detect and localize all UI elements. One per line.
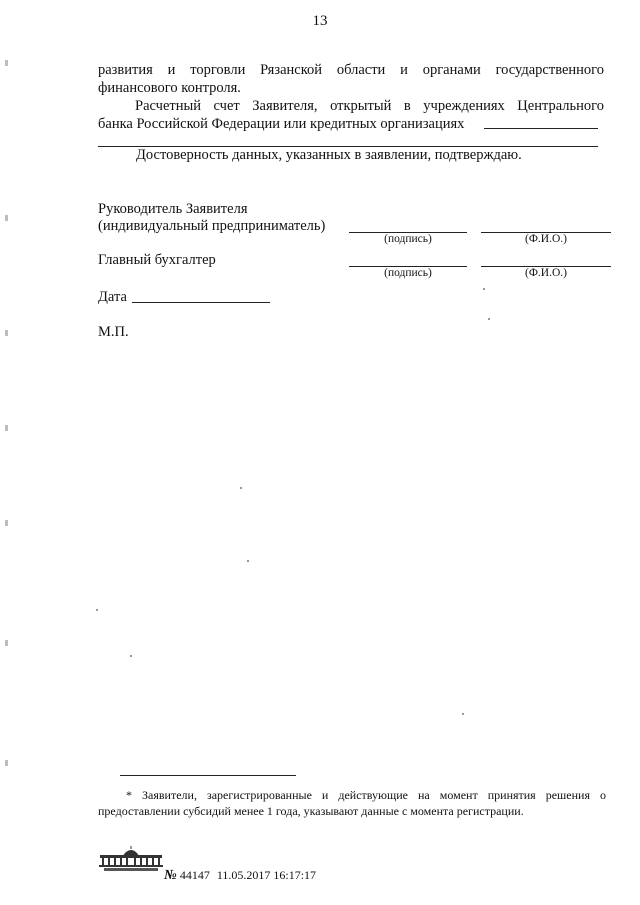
footnote-line-2: предоставлении субсидий менее 1 года, указывают данные с момента регистрации. bbox=[98, 804, 524, 818]
head-label-note: (индивидуальный предприниматель) bbox=[98, 218, 326, 234]
page-number: 13 bbox=[312, 13, 328, 29]
paragraph-2-line-2: банка Российской Федерации или кредитных организациях bbox=[98, 116, 465, 132]
scan-speck bbox=[462, 713, 464, 715]
paragraph-1-line-1: развития и торговли Рязанской области и органами государственного bbox=[98, 62, 604, 78]
scan-speck bbox=[247, 560, 249, 562]
footnote-line-1: * Заявители, зарегистрированные и действующие на момент принятия решения о bbox=[126, 788, 606, 802]
paragraph-2-line-1: Расчетный счет Заявителя, открытый в учреждениях Центрального bbox=[135, 98, 604, 114]
scan-edge-mark bbox=[5, 640, 8, 646]
scan-edge-mark bbox=[5, 425, 8, 431]
scan-edge-mark bbox=[5, 215, 8, 221]
registry-stamp-logo bbox=[98, 845, 164, 873]
paragraph-1-line-2: финансового контроля. bbox=[98, 80, 241, 96]
date-line bbox=[132, 302, 270, 303]
footnote-separator bbox=[120, 775, 296, 776]
date-label: Дата bbox=[98, 289, 127, 305]
scan-edge-mark bbox=[5, 330, 8, 336]
stamp-place-label: М.П. bbox=[98, 324, 129, 340]
registration-datetime: 11.05.2017 16:17:17 bbox=[216, 868, 317, 882]
registration-number: 44147 bbox=[179, 868, 210, 882]
registration-entry bbox=[164, 868, 316, 883]
accountant-signature-caption: (подпись) bbox=[384, 267, 432, 279]
accountant-label: Главный бухгалтер bbox=[98, 252, 216, 268]
accountant-name-caption: (Ф.И.О.) bbox=[525, 267, 567, 279]
scan-edge-mark bbox=[5, 520, 8, 526]
head-signature-caption: (подпись) bbox=[384, 233, 432, 245]
certification-statement: Достоверность данных, указанных в заявлении, подтверждаю. bbox=[136, 147, 522, 163]
scan-speck bbox=[483, 288, 485, 290]
scan-edge-mark bbox=[5, 760, 8, 766]
registration-number-mark: № bbox=[164, 868, 177, 883]
account-number-blank bbox=[484, 128, 598, 129]
head-label: Руководитель Заявителя bbox=[98, 201, 248, 217]
head-name-caption: (Ф.И.О.) bbox=[525, 233, 567, 245]
scan-edge-mark bbox=[5, 60, 8, 66]
scan-speck bbox=[130, 655, 132, 657]
scan-speck bbox=[240, 487, 242, 489]
scan-speck bbox=[96, 609, 98, 611]
scan-speck bbox=[488, 318, 490, 320]
